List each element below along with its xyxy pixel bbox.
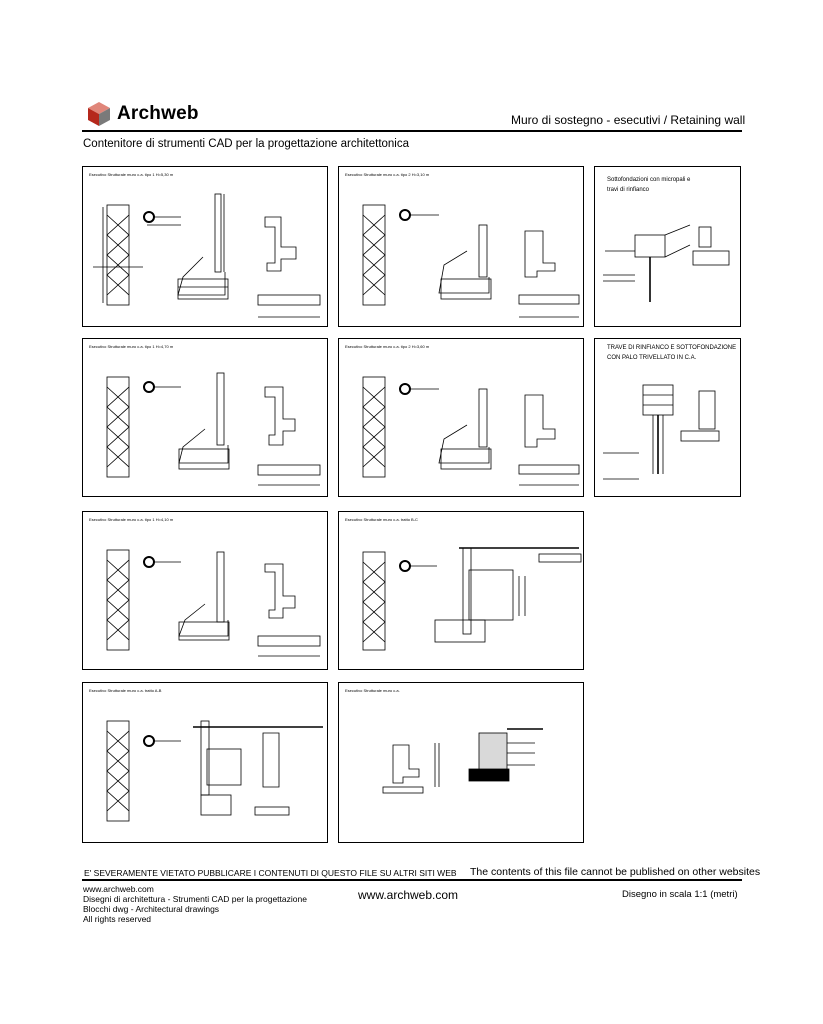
- panel-label: Esecutivo Strutturale muro c.a. tipo 1 H=5,30 m: [89, 172, 174, 177]
- drawing-panel: [594, 338, 741, 497]
- drawing-panel: [338, 166, 584, 327]
- footer-info-line: All rights reserved: [83, 914, 152, 924]
- drawing-panel: [338, 511, 584, 670]
- footer-info-line: Disegni di architettura - Strumenti CAD per la progettazione: [83, 894, 307, 904]
- footer-info: [83, 884, 307, 924]
- drawing-panel: [594, 166, 741, 327]
- wall-section-drawing: [83, 167, 329, 328]
- wall-section-drawing: [83, 683, 329, 844]
- drawing-panel: [338, 338, 584, 497]
- copyright-warning-it: E' SEVERAMENTE VIETATO PUBBLICARE I CONTENUTI DI QUESTO FILE SU ALTRI SITI WEB: [84, 868, 457, 878]
- drawing-panel: [82, 511, 328, 670]
- footer-info-line: www.archweb.com: [83, 884, 154, 894]
- website-link[interactable]: www.archweb.com: [358, 888, 459, 902]
- drawing-panel: [82, 166, 328, 327]
- panel-label: Esecutivo Strutturale muro c.a. tipo 2 H=3,10 m: [345, 172, 430, 177]
- drawing-panel: [82, 338, 328, 497]
- page-subtitle: Contenitore di strumenti CAD per la progettazione architettonica: [83, 138, 410, 150]
- wall-section-drawing: [83, 512, 329, 671]
- wall-section-drawing: [339, 512, 585, 671]
- wall-section-drawing: [83, 339, 329, 498]
- archweb-logo-icon: [87, 101, 111, 127]
- wall-section-drawing: [339, 339, 585, 498]
- drawing-panel: [338, 682, 584, 843]
- panel-label: CON PALO TRIVELLATO IN C.A.: [607, 355, 697, 361]
- header-rule: [82, 130, 742, 132]
- drawing-title: Muro di sostegno - esecutivi / Retaining wall: [511, 113, 746, 127]
- drawing-panel: [82, 682, 328, 843]
- scale-note: Disegno in scala 1:1 (metri): [622, 889, 738, 900]
- panel-label: Esecutivo Strutturale muro c.a. tipo 2 H=3,60 m: [345, 344, 430, 349]
- panel-label: Esecutivo Strutturale muro c.a. tipo 1 H=4,10 m: [89, 517, 174, 522]
- foundation-drawing: [595, 167, 742, 328]
- panel-label: TRAVE DI RINFIANCO E SOTTOFONDAZIONE: [607, 345, 737, 351]
- footer-info-line: Blocchi dwg - Architectural drawings: [83, 904, 220, 914]
- copyright-warning-en: The contents of this file cannot be published on other websites: [470, 866, 761, 878]
- panel-label: Esecutivo Strutturale muro c.a.: [345, 688, 400, 693]
- foundation-drawing: [595, 339, 742, 498]
- footer-rule: [82, 879, 742, 881]
- panel-label: Esecutivo Strutturale muro c.a. tratto A-B: [89, 688, 162, 693]
- brand-name: Archweb: [117, 103, 199, 124]
- panel-label: travi di rinfianco: [607, 187, 650, 193]
- panel-label: Esecutivo Strutturale muro c.a. tipo 1 H=4,70 m: [89, 344, 174, 349]
- wall-section-drawing: [339, 167, 585, 328]
- wall-section-drawing: [339, 683, 585, 844]
- panel-label: Esecutivo Strutturale muro c.a. tratto B-C: [345, 517, 418, 522]
- panel-label: Sottofondazioni con micropali e: [607, 177, 691, 183]
